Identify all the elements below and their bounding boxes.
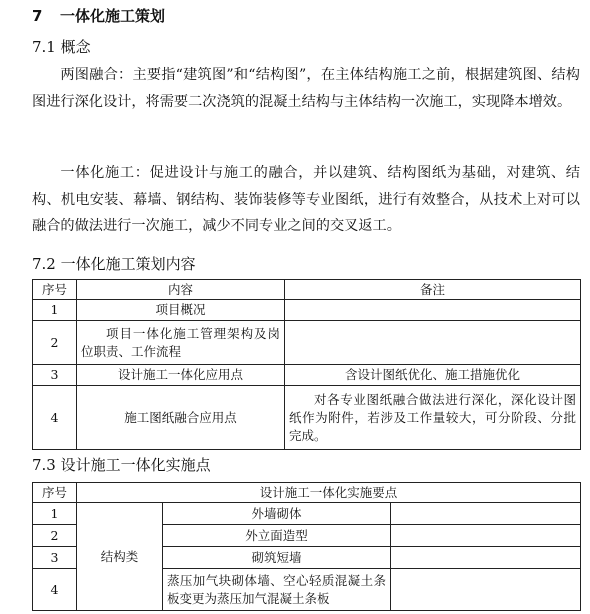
table-header-row <box>33 280 581 300</box>
row-no: 3 <box>33 547 77 569</box>
paragraph-integrated-construction: 一体化施工：促进设计与施工的融合，并以建筑、结构图纸为基础，对建筑、结构、机电安装、幕墙、钢结构、装饰装修等专业图纸，进行有效整合，从技术上对可以融合的做法进行一次施工，减少不同专业之间的交叉返工。 <box>32 165 580 234</box>
category-cell: 结构类 <box>77 503 163 611</box>
paragraph-two-drawings: 两图融合：主要指“建筑图”和“结构图”，在主体结构施工之前，根据建筑图、结构图进行深化设计，将需要二次浇筑的混凝土结构与主体结构一次施工，实现降本增效。 <box>32 67 580 110</box>
planning-content-table <box>32 279 581 450</box>
row-no: 2 <box>33 321 77 365</box>
row-no: 4 <box>33 386 77 450</box>
row-no: 3 <box>33 365 77 386</box>
section-number: 7 <box>32 7 43 25</box>
row-item: 外立面造型 <box>163 525 391 547</box>
header-no: 序号 <box>33 280 77 300</box>
row-content: 设计施工一体化应用点 <box>77 365 285 386</box>
heading-7-3: 7.3 设计施工一体化实施点 <box>32 456 211 474</box>
row-no: 4 <box>33 569 77 611</box>
header-note: 备注 <box>285 280 581 300</box>
table-header-row <box>33 483 581 503</box>
row-note <box>391 525 581 547</box>
row-item: 蒸压加气块砌体墙、空心轻质混凝土条板变更为蒸压加气混凝土条板 <box>163 569 391 611</box>
row-item: 外墙砌体 <box>163 503 391 525</box>
row-note <box>285 321 581 365</box>
row-content: 项目一体化施工管理架构及岗位职责、工作流程 <box>77 321 285 365</box>
heading-7-1: 7.1 概念 <box>32 38 91 56</box>
header-no: 序号 <box>33 483 77 503</box>
section-heading <box>32 6 165 26</box>
implementation-points-table <box>32 482 581 611</box>
row-note <box>285 300 581 321</box>
row-item: 砌筑短墙 <box>163 547 391 569</box>
table-row <box>33 365 581 386</box>
row-no: 1 <box>33 503 77 525</box>
row-no: 2 <box>33 525 77 547</box>
section-title: 一体化施工策划 <box>60 7 166 25</box>
row-note <box>391 503 581 525</box>
row-no: 1 <box>33 300 77 321</box>
table-row <box>33 386 581 450</box>
row-note <box>391 569 581 611</box>
row-content: 项目概况 <box>77 300 285 321</box>
heading-7-2: 7.2 一体化施工策划内容 <box>32 255 196 273</box>
header-content: 内容 <box>77 280 285 300</box>
table-row <box>33 300 581 321</box>
header-points: 设计施工一体化实施要点 <box>77 483 581 503</box>
row-content: 施工图纸融合应用点 <box>77 386 285 450</box>
row-note <box>391 547 581 569</box>
table-row <box>33 321 581 365</box>
table-row <box>33 503 581 525</box>
row-note: 含设计图纸优化、施工措施优化 <box>285 365 581 386</box>
row-note: 对各专业图纸融合做法进行深化，深化设计图纸作为附件，若涉及工作量较大，可分阶段、分批完成。 <box>285 386 581 450</box>
